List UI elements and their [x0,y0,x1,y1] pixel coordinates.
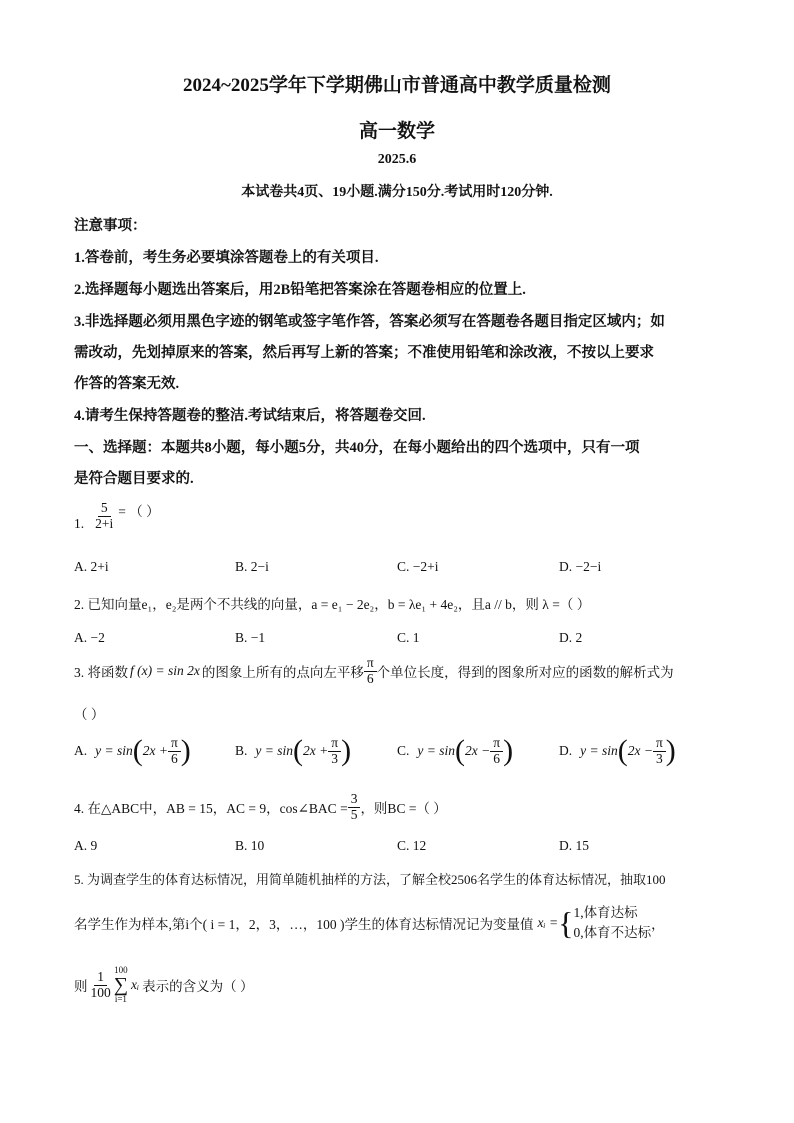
q4-text-a: 4. 在△ABC中，AB = 15，AC = 9，cos∠BAC = [74,801,348,817]
q1-fraction [92,501,116,532]
q5-xi: xᵢ = [537,914,559,930]
q1-frac-num: 5 [98,501,111,517]
q3-d-lparen: ( [617,734,628,768]
note-4: 4.请考生保持答题卷的整洁.考试结束后，将答题卷交回. [74,408,426,424]
exam-date: 2025.6 [377,152,417,167]
q3-d-frac [653,736,666,767]
q3-option-c [397,736,513,767]
q2-option-a: A. −2 [74,630,105,645]
question-1 [74,500,160,532]
q3-paren: （ ） [74,707,105,722]
q3-text-c: 个单位长度，得到的图象所对应的函数的解析式为 [376,665,674,681]
q5-frac-den: 100 [90,984,111,1000]
q3-d-num: π [653,736,666,752]
q3-c-rparen: ) [503,734,514,768]
q1-number: 1. [74,516,85,531]
q3-c-pre: y = sin [417,743,455,759]
q3-fraction [364,656,377,687]
q3-a-den: 6 [171,750,178,766]
q5-sum-bottom: i=1 [114,994,127,1004]
q3-c-label: C. [397,743,410,759]
q4-option-a: A. 9 [74,838,98,853]
q2-option-c: C. 1 [397,630,420,645]
q3-a-inner: 2x + [142,743,168,759]
q1-option-d: D. −2−i [559,559,602,574]
exam-intro: 本试卷共4页、19小题.满分150分.考试用时120分钟. [241,185,553,200]
q5-sum-top: 100 [114,965,128,975]
q4-fraction [348,792,361,823]
q3-c-num: π [490,736,503,752]
q3-a-frac [168,736,181,767]
q3-frac-den: 6 [366,670,374,686]
q4-text-b: ，则BC =（ ） [360,801,447,817]
q1-option-a: A. 2+i [74,559,109,574]
note-2: 2.选择题每小题选出答案后，用2B铅笔把答案涂在答题卷相应的位置上. [74,282,526,298]
q5-line2a: 名学生作为样本,第i个( i = 1，2，3，…，100 )学生的体育达标情况记为变量值 [74,916,534,932]
q3-b-frac [328,736,341,767]
q5-case-2: 0,体育不达标 [573,924,652,940]
q5-brace: { [558,904,574,941]
note-3-line-2: 需改动，先划掉原来的答案，然后再写上新的答案；不准使用铅笔和涂改液，不按以上要求 [74,345,654,361]
question-3 [74,656,674,687]
q5-fraction [88,970,114,1001]
note-3-line-3: 作答的答案无效. [74,376,180,392]
q3-text-a: 3. 将函数 [74,665,128,681]
q2-option-d: D. 2 [559,630,583,645]
q3-func: f (x) = sin 2x [130,663,200,679]
q3-d-den: 3 [656,750,663,766]
q3-b-inner: 2x + [303,743,329,759]
q5-line3b: 表示的含义为（ ） [142,979,254,994]
q3-frac-num: π [364,656,377,672]
q5-cases [573,903,651,942]
sigma-icon: ∑ [113,974,129,996]
note-1: 1.答卷前，考生务必要填涂答题卷上的有关项目. [74,250,379,266]
question-4 [74,792,447,823]
q3-option-b [235,736,351,767]
question-5-line-3 [74,966,254,1004]
question-5-line-2 [74,903,665,942]
q3-a-pre: y = sin [95,743,133,759]
q3-b-label: B. [235,743,248,759]
exam-title: 2024~2025学年下学期佛山市普通高中教学质量检测 [183,75,611,96]
notes-heading: 注意事项： [74,218,147,234]
q5-sum-var: xᵢ [131,977,140,992]
q3-d-inner: 2x − [627,743,653,759]
q3-a-label: A. [74,743,88,759]
exam-subject: 高一数学 [358,121,435,142]
q3-a-num: π [168,736,181,752]
q3-b-num: π [328,736,341,752]
q3-c-den: 6 [493,750,501,766]
q3-c-lparen: ( [455,734,465,768]
q1-tail: = （ ） [118,504,160,519]
q4-option-d: D. 15 [559,838,589,853]
q3-text-b: 的图象上所有的点向左平移 [201,665,364,681]
question-5-line-1: 5. 为调查学生的体育达标情况，用简单随机抽样的方法，了解全校2506名学生的体育达标情况，抽取100 [74,872,666,887]
q3-b-rparen: ) [341,734,352,768]
q3-d-pre: y = sin [580,743,618,759]
q5-sum [114,966,128,1004]
note-3-line-1: 3.非选择题必须用黑色字迹的钢笔或签字笔作答，答案必须写在答题卷各题目指定区域内；如 [74,314,665,330]
q1-option-c: C. −2+i [397,559,439,574]
q3-d-rparen: ) [665,734,676,768]
q5-frac-num: 1 [94,970,107,986]
q4-option-b: B. 10 [235,838,265,853]
q4-option-c: C. 12 [397,838,427,853]
question-2: 2. 已知向量e₁，e₂是两个不共线的向量，a = e₁ − 2e₂，b = λe₁ + 4e₂，且a // b，则 λ =（ ） [74,597,591,612]
q3-c-frac [490,736,503,767]
q3-b-pre: y = sin [255,743,293,759]
q1-frac-den: 2+i [95,516,114,532]
section-heading-line-1: 一、选择题：本题共8小题，每小题5分，共40分，在每小题给出的四个选项中，只有一项 [74,440,640,456]
q3-option-a [74,736,191,767]
q3-b-lparen: ( [293,734,303,768]
q5-line3a: 则 [74,979,88,994]
q3-option-d [559,736,676,767]
q4-frac-num: 3 [348,792,361,808]
q3-b-den: 3 [331,750,339,766]
section-heading-line-2: 是符合题目要求的. [74,471,194,487]
q2-option-b: B. −1 [235,630,266,645]
q3-a-lparen: ( [132,734,143,768]
q3-a-rparen: ) [180,734,191,768]
q4-frac-den: 5 [350,806,358,822]
q5-line2b: ， [651,916,665,932]
q1-option-b: B. 2−i [235,559,269,574]
q3-c-inner: 2x − [465,743,491,759]
q3-d-label: D. [559,743,573,759]
q5-case-1: 1,体育达标 [573,905,638,920]
